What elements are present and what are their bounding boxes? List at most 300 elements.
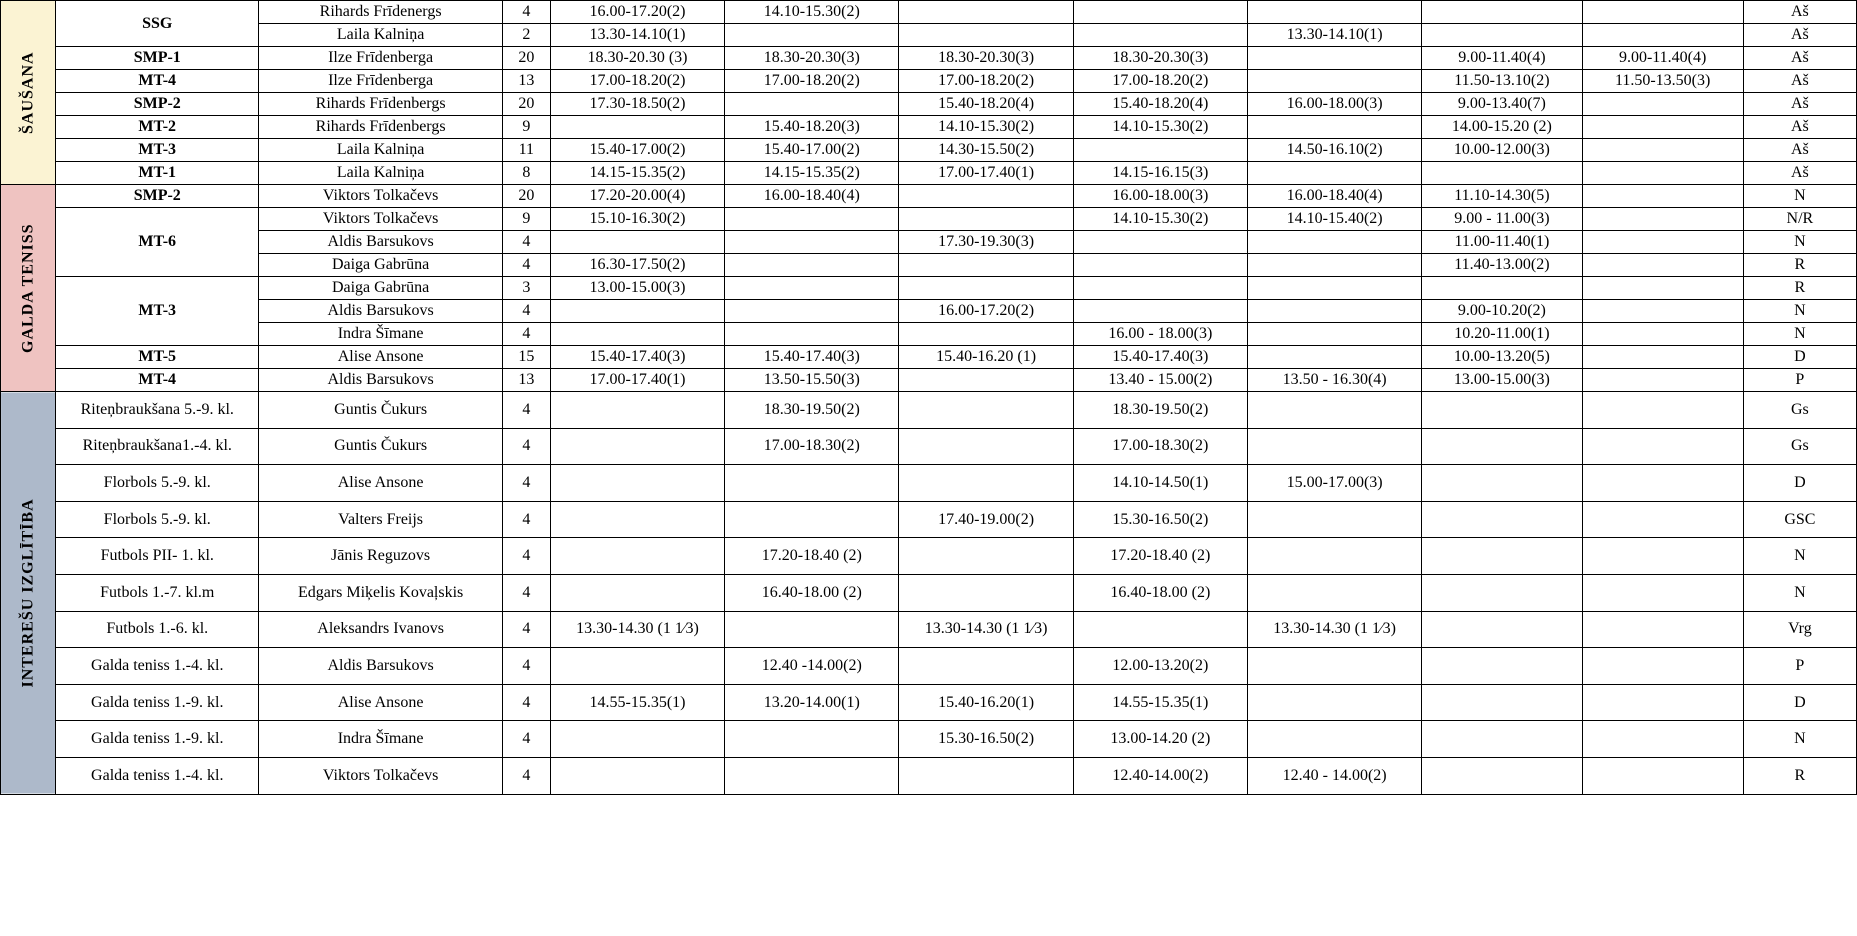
location-code: Aš <box>1743 47 1856 70</box>
group-name: SMP-2 <box>56 185 259 208</box>
location-code: N <box>1743 323 1856 346</box>
time-slot: 18.30-20.30 (3) <box>550 47 724 70</box>
weekly-hours: 3 <box>502 277 550 300</box>
trainer-name: Ilze Frīdenberga <box>259 47 502 70</box>
time-slot: 9.00 - 11.00(3) <box>1422 208 1582 231</box>
time-slot <box>1582 574 1743 611</box>
trainer-name: Indra Šīmane <box>259 721 502 758</box>
time-slot: 14.10-15.30(2) <box>1073 208 1247 231</box>
time-slot <box>1582 684 1743 721</box>
time-slot: 14.10-15.30(2) <box>899 116 1073 139</box>
time-slot: 16.40-18.00 (2) <box>725 574 899 611</box>
table-row <box>1 757 1857 794</box>
time-slot <box>1582 428 1743 465</box>
time-slot <box>899 277 1073 300</box>
time-slot: 17.00-18.20(2) <box>550 70 724 93</box>
time-slot <box>1073 139 1247 162</box>
location-code: N <box>1743 574 1856 611</box>
time-slot <box>1582 24 1743 47</box>
trainer-name: Jānis Reguzovs <box>259 538 502 575</box>
time-slot: 16.00-17.20(2) <box>550 1 724 24</box>
trainer-name: Guntis Čukurs <box>259 428 502 465</box>
time-slot <box>1582 501 1743 538</box>
table-row <box>1 684 1857 721</box>
weekly-hours: 4 <box>502 757 550 794</box>
time-slot <box>1073 277 1247 300</box>
trainer-name: Daiga Gabrūna <box>259 277 502 300</box>
time-slot: 15.10-16.30(2) <box>550 208 724 231</box>
time-slot <box>899 185 1073 208</box>
time-slot: 15.30-16.50(2) <box>1073 501 1247 538</box>
time-slot <box>550 392 724 429</box>
time-slot <box>550 300 724 323</box>
location-code: N <box>1743 538 1856 575</box>
time-slot: 16.40-18.00 (2) <box>1073 574 1247 611</box>
time-slot: 17.20-18.40 (2) <box>725 538 899 575</box>
table-row <box>1 574 1857 611</box>
weekly-hours: 4 <box>502 538 550 575</box>
weekly-hours: 4 <box>502 428 550 465</box>
table-row <box>1 1 1857 24</box>
location-code: Aš <box>1743 70 1856 93</box>
weekly-hours: 15 <box>502 346 550 369</box>
group-name: Futbols 1.-6. kl. <box>56 611 259 648</box>
time-slot: 13.30-14.10(1) <box>1247 24 1421 47</box>
time-slot: 15.40-17.00(2) <box>550 139 724 162</box>
time-slot <box>1247 346 1421 369</box>
group-name: MT-6 <box>56 208 259 277</box>
time-slot: 15.40-18.20(3) <box>725 116 899 139</box>
time-slot <box>1582 93 1743 116</box>
time-slot <box>550 116 724 139</box>
time-slot: 15.40-18.20(4) <box>899 93 1073 116</box>
time-slot <box>1422 277 1582 300</box>
weekly-hours: 4 <box>502 392 550 429</box>
time-slot: 9.00-13.40(7) <box>1422 93 1582 116</box>
trainer-name: Aldis Barsukovs <box>259 231 502 254</box>
location-code: Gs <box>1743 392 1856 429</box>
trainer-name: Laila Kalniņa <box>259 24 502 47</box>
time-slot <box>1422 162 1582 185</box>
table-row <box>1 231 1857 254</box>
time-slot <box>1247 721 1421 758</box>
time-slot <box>550 231 724 254</box>
time-slot <box>725 93 899 116</box>
time-slot <box>899 1 1073 24</box>
time-slot: 18.30-20.30(3) <box>1073 47 1247 70</box>
trainer-name: Aldis Barsukovs <box>259 648 502 685</box>
group-name: Galda teniss 1.-9. kl. <box>56 721 259 758</box>
location-code: N <box>1743 231 1856 254</box>
trainer-name: Rihards Frīdenbergs <box>259 93 502 116</box>
time-slot: 14.15-15.35(2) <box>550 162 724 185</box>
time-slot <box>1247 501 1421 538</box>
time-slot: 13.00-15.00(3) <box>1422 369 1582 392</box>
trainer-name: Indra Šīmane <box>259 323 502 346</box>
table-row <box>1 721 1857 758</box>
time-slot <box>725 277 899 300</box>
location-code: D <box>1743 346 1856 369</box>
time-slot: 13.30-14.30 (1 1⁄3) <box>899 611 1073 648</box>
time-slot: 14.55-15.35(1) <box>1073 684 1247 721</box>
table-row <box>1 648 1857 685</box>
time-slot: 12.40-14.00(2) <box>1073 757 1247 794</box>
location-code: N/R <box>1743 208 1856 231</box>
trainer-name: Valters Freijs <box>259 501 502 538</box>
time-slot <box>1247 538 1421 575</box>
trainer-name: Alise Ansone <box>259 346 502 369</box>
time-slot <box>1582 611 1743 648</box>
time-slot <box>1582 1 1743 24</box>
time-slot <box>1422 465 1582 502</box>
time-slot <box>1422 1 1582 24</box>
time-slot <box>725 721 899 758</box>
time-slot <box>725 757 899 794</box>
group-name: MT-1 <box>56 162 259 185</box>
time-slot <box>899 208 1073 231</box>
time-slot <box>1582 231 1743 254</box>
group-name: MT-5 <box>56 346 259 369</box>
time-slot: 17.40-19.00(2) <box>899 501 1073 538</box>
time-slot: 14.10-14.50(1) <box>1073 465 1247 502</box>
time-slot: 14.55-15.35(1) <box>550 684 724 721</box>
time-slot <box>1422 611 1582 648</box>
time-slot: 13.50 - 16.30(4) <box>1247 369 1421 392</box>
time-slot <box>725 501 899 538</box>
weekly-hours: 4 <box>502 254 550 277</box>
time-slot: 13.40 - 15.00(2) <box>1073 369 1247 392</box>
time-slot: 14.30-15.50(2) <box>899 139 1073 162</box>
time-slot <box>1247 162 1421 185</box>
trainer-name: Edgars Miķelis Kovaļskis <box>259 574 502 611</box>
time-slot <box>1073 24 1247 47</box>
weekly-hours: 4 <box>502 1 550 24</box>
time-slot <box>1073 254 1247 277</box>
time-slot <box>550 501 724 538</box>
time-slot <box>1582 300 1743 323</box>
time-slot <box>1582 648 1743 685</box>
table-row <box>1 538 1857 575</box>
table-row <box>1 208 1857 231</box>
time-slot: 12.00-13.20(2) <box>1073 648 1247 685</box>
time-slot: 10.20-11.00(1) <box>1422 323 1582 346</box>
trainer-name: Guntis Čukurs <box>259 392 502 429</box>
time-slot: 13.30-14.10(1) <box>550 24 724 47</box>
time-slot <box>899 323 1073 346</box>
time-slot <box>1247 574 1421 611</box>
table-row <box>1 346 1857 369</box>
time-slot: 15.40-18.20(4) <box>1073 93 1247 116</box>
location-code: N <box>1743 721 1856 758</box>
location-code: P <box>1743 369 1856 392</box>
trainer-name: Viktors Tolkačevs <box>259 208 502 231</box>
weekly-hours: 13 <box>502 70 550 93</box>
time-slot: 17.20-20.00(4) <box>550 185 724 208</box>
time-slot <box>1582 139 1743 162</box>
group-name: Galda teniss 1.-4. kl. <box>56 648 259 685</box>
location-code: N <box>1743 185 1856 208</box>
group-name: Futbols 1.-7. kl.m <box>56 574 259 611</box>
trainer-name: Viktors Tolkačevs <box>259 185 502 208</box>
time-slot <box>1582 465 1743 502</box>
weekly-hours: 4 <box>502 684 550 721</box>
section-label-sausana: ŠAUŠANA <box>1 1 56 185</box>
time-slot <box>1422 24 1582 47</box>
time-slot: 12.40 -14.00(2) <box>725 648 899 685</box>
group-name: MT-2 <box>56 116 259 139</box>
time-slot <box>550 574 724 611</box>
time-slot: 13.50-15.50(3) <box>725 369 899 392</box>
time-slot <box>1582 116 1743 139</box>
table-row <box>1 47 1857 70</box>
time-slot <box>725 323 899 346</box>
group-name: Galda teniss 1.-9. kl. <box>56 684 259 721</box>
weekly-hours: 4 <box>502 465 550 502</box>
time-slot <box>1247 300 1421 323</box>
location-code: N <box>1743 300 1856 323</box>
time-slot: 15.40-17.00(2) <box>725 139 899 162</box>
time-slot: 17.30-19.30(3) <box>899 231 1073 254</box>
table-row <box>1 611 1857 648</box>
time-slot <box>1247 231 1421 254</box>
time-slot: 17.00-18.20(2) <box>899 70 1073 93</box>
time-slot: 15.40-17.40(3) <box>725 346 899 369</box>
time-slot: 17.00-18.30(2) <box>1073 428 1247 465</box>
table-row <box>1 70 1857 93</box>
time-slot: 13.00-14.20 (2) <box>1073 721 1247 758</box>
time-slot <box>1247 1 1421 24</box>
location-code: R <box>1743 757 1856 794</box>
time-slot <box>1582 323 1743 346</box>
location-code: R <box>1743 277 1856 300</box>
time-slot <box>725 465 899 502</box>
time-slot <box>1247 323 1421 346</box>
time-slot <box>899 648 1073 685</box>
time-slot: 13.30-14.30 (1 1⁄3) <box>550 611 724 648</box>
time-slot <box>899 392 1073 429</box>
time-slot <box>1247 47 1421 70</box>
time-slot <box>1582 277 1743 300</box>
time-slot <box>550 648 724 685</box>
time-slot: 18.30-20.30(3) <box>899 47 1073 70</box>
location-code: Aš <box>1743 93 1856 116</box>
time-slot: 17.30-18.50(2) <box>550 93 724 116</box>
trainer-name: Alise Ansone <box>259 684 502 721</box>
time-slot <box>1422 721 1582 758</box>
group-name: Riteņbraukšana1.-4. kl. <box>56 428 259 465</box>
time-slot: 16.00-18.40(4) <box>1247 185 1421 208</box>
table-row <box>1 116 1857 139</box>
time-slot: 16.00-18.40(4) <box>725 185 899 208</box>
time-slot: 14.00-15.20 (2) <box>1422 116 1582 139</box>
time-slot <box>1582 538 1743 575</box>
time-slot <box>1422 538 1582 575</box>
time-slot <box>725 254 899 277</box>
time-slot: 10.00-12.00(3) <box>1422 139 1582 162</box>
time-slot <box>725 300 899 323</box>
time-slot: 17.00-18.30(2) <box>725 428 899 465</box>
weekly-hours: 4 <box>502 300 550 323</box>
time-slot <box>1247 254 1421 277</box>
weekly-hours: 4 <box>502 501 550 538</box>
time-slot <box>1422 757 1582 794</box>
time-slot: 14.15-15.35(2) <box>725 162 899 185</box>
trainer-name: Aldis Barsukovs <box>259 300 502 323</box>
location-code: Vrg <box>1743 611 1856 648</box>
weekly-hours: 9 <box>502 208 550 231</box>
group-name: MT-3 <box>56 277 259 346</box>
time-slot: 14.50-16.10(2) <box>1247 139 1421 162</box>
weekly-hours: 4 <box>502 721 550 758</box>
table-row <box>1 300 1857 323</box>
location-code: D <box>1743 465 1856 502</box>
time-slot: 11.40-13.00(2) <box>1422 254 1582 277</box>
time-slot: 13.00-15.00(3) <box>550 277 724 300</box>
group-name: SSG <box>56 1 259 47</box>
table-row <box>1 428 1857 465</box>
location-code: Aš <box>1743 139 1856 162</box>
table-row <box>1 162 1857 185</box>
time-slot: 15.00-17.00(3) <box>1247 465 1421 502</box>
weekly-hours: 20 <box>502 93 550 116</box>
time-slot: 14.10-15.30(2) <box>725 1 899 24</box>
table-row <box>1 185 1857 208</box>
location-code: D <box>1743 684 1856 721</box>
group-name: Galda teniss 1.-4. kl. <box>56 757 259 794</box>
trainer-name: Viktors Tolkačevs <box>259 757 502 794</box>
time-slot <box>899 254 1073 277</box>
weekly-hours: 13 <box>502 369 550 392</box>
time-slot <box>899 369 1073 392</box>
section-label-interesu-izglitiba: INTEREŠU IZGLĪTĪBA <box>1 392 56 795</box>
time-slot: 11.00-11.40(1) <box>1422 231 1582 254</box>
table-row <box>1 139 1857 162</box>
time-slot <box>1247 684 1421 721</box>
group-name: Futbols PII- 1. kl. <box>56 538 259 575</box>
time-slot <box>1247 648 1421 685</box>
time-slot <box>725 231 899 254</box>
time-slot: 14.15-16.15(3) <box>1073 162 1247 185</box>
group-name: SMP-2 <box>56 93 259 116</box>
table-row <box>1 254 1857 277</box>
time-slot: 9.00-11.40(4) <box>1582 47 1743 70</box>
time-slot: 15.40-17.40(3) <box>1073 346 1247 369</box>
trainer-name: Rihards Frīdenergs <box>259 1 502 24</box>
time-slot <box>1073 300 1247 323</box>
time-slot: 15.30-16.50(2) <box>899 721 1073 758</box>
time-slot: 13.20-14.00(1) <box>725 684 899 721</box>
time-slot <box>1422 574 1582 611</box>
group-name: MT-3 <box>56 139 259 162</box>
time-slot <box>1247 277 1421 300</box>
time-slot <box>1582 185 1743 208</box>
table-row <box>1 369 1857 392</box>
time-slot <box>899 428 1073 465</box>
time-slot <box>725 208 899 231</box>
weekly-hours: 9 <box>502 116 550 139</box>
location-code: R <box>1743 254 1856 277</box>
trainer-name: Alise Ansone <box>259 465 502 502</box>
time-slot: 13.30-14.30 (1 1⁄3) <box>1247 611 1421 648</box>
time-slot <box>899 538 1073 575</box>
time-slot <box>1247 116 1421 139</box>
time-slot: 9.00-10.20(2) <box>1422 300 1582 323</box>
group-name: MT-4 <box>56 369 259 392</box>
time-slot <box>550 757 724 794</box>
time-slot: 16.00-18.00(3) <box>1247 93 1421 116</box>
time-slot: 16.30-17.50(2) <box>550 254 724 277</box>
table-row <box>1 24 1857 47</box>
time-slot <box>899 574 1073 611</box>
time-slot <box>1582 392 1743 429</box>
weekly-hours: 4 <box>502 323 550 346</box>
weekly-hours: 11 <box>502 139 550 162</box>
table-row <box>1 323 1857 346</box>
time-slot <box>1582 254 1743 277</box>
group-name: SMP-1 <box>56 47 259 70</box>
time-slot: 17.00-17.40(1) <box>899 162 1073 185</box>
group-name: Florbols 5.-9. kl. <box>56 501 259 538</box>
time-slot <box>725 24 899 47</box>
time-slot <box>1247 392 1421 429</box>
time-slot: 17.00-18.20(2) <box>725 70 899 93</box>
weekly-hours: 4 <box>502 574 550 611</box>
time-slot <box>1582 162 1743 185</box>
time-slot <box>550 465 724 502</box>
time-slot: 11.50-13.50(3) <box>1582 70 1743 93</box>
trainer-name: Aldis Barsukovs <box>259 369 502 392</box>
table-row <box>1 465 1857 502</box>
time-slot: 14.10-15.30(2) <box>1073 116 1247 139</box>
time-slot <box>1422 392 1582 429</box>
table-row <box>1 392 1857 429</box>
weekly-hours: 4 <box>502 648 550 685</box>
location-code: P <box>1743 648 1856 685</box>
location-code: Gs <box>1743 428 1856 465</box>
time-slot <box>1247 70 1421 93</box>
time-slot: 18.30-19.50(2) <box>725 392 899 429</box>
time-slot: 17.00-17.40(1) <box>550 369 724 392</box>
time-slot <box>1073 611 1247 648</box>
time-slot: 10.00-13.20(5) <box>1422 346 1582 369</box>
time-slot: 18.30-19.50(2) <box>1073 392 1247 429</box>
time-slot: 12.40 - 14.00(2) <box>1247 757 1421 794</box>
time-slot <box>725 611 899 648</box>
time-slot: 15.40-17.40(3) <box>550 346 724 369</box>
location-code: GSC <box>1743 501 1856 538</box>
time-slot <box>550 538 724 575</box>
time-slot <box>1582 346 1743 369</box>
time-slot: 15.40-16.20 (1) <box>899 346 1073 369</box>
group-name: MT-4 <box>56 70 259 93</box>
time-slot: 16.00 - 18.00(3) <box>1073 323 1247 346</box>
time-slot: 17.00-18.20(2) <box>1073 70 1247 93</box>
weekly-hours: 4 <box>502 231 550 254</box>
trainer-name: Rihards Frīdenbergs <box>259 116 502 139</box>
section-label-galda-teniss: GALDA TENISS <box>1 185 56 392</box>
trainer-name: Aleksandrs Ivanovs <box>259 611 502 648</box>
time-slot <box>1073 231 1247 254</box>
table-row <box>1 501 1857 538</box>
weekly-hours: 20 <box>502 47 550 70</box>
group-name: Riteņbraukšana 5.-9. kl. <box>56 392 259 429</box>
time-slot <box>1422 684 1582 721</box>
weekly-hours: 8 <box>502 162 550 185</box>
table-row <box>1 93 1857 116</box>
time-slot: 11.10-14.30(5) <box>1422 185 1582 208</box>
location-code: Aš <box>1743 162 1856 185</box>
group-name: Florbols 5.-9. kl. <box>56 465 259 502</box>
